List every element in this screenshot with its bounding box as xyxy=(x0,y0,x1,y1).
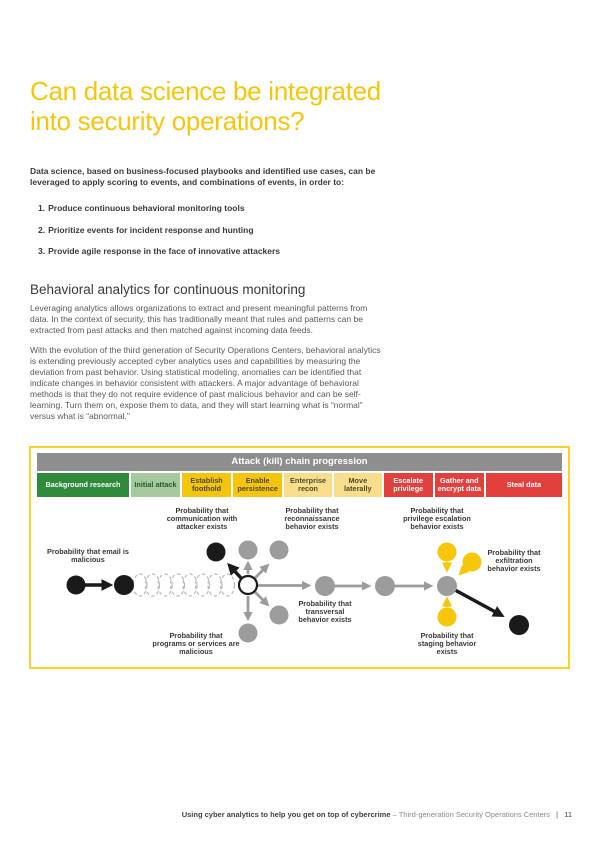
section-heading: Behavioral analytics for continuous monitoring xyxy=(30,282,306,297)
footer-doc-subtitle: Third-generation Security Operations Centers xyxy=(398,810,551,819)
page-title xyxy=(30,76,381,136)
text-column xyxy=(30,166,386,431)
stage-steal-data: Steal data xyxy=(486,473,562,497)
node-recon-1 xyxy=(239,541,258,560)
page-footer xyxy=(182,810,572,819)
list-item-number: 3. xyxy=(38,246,46,256)
footer-separator: – xyxy=(392,810,397,819)
stage-establish-foothold: Establish foothold xyxy=(182,473,231,497)
intro-paragraph: Data science, based on business-focused playbooks and identified use cases, can be leveraged to apply scoring to events, and combinations of events, in order to: xyxy=(30,166,376,187)
arrow-up-right xyxy=(255,566,267,578)
footer-divider: | xyxy=(556,810,559,819)
stage-enable-persistence: Enable persistence xyxy=(233,473,282,497)
arrow-down-right xyxy=(255,592,267,604)
body-paragraph-2: With the evolution of the third generation of Security Operations Centers, behavioral analytics is extending previously accepted cyber analytics uses and capabilities by measuring the deviation from past behavior. Using statistical modeling, anomalies can be identified that indicate changes in behavior consistent with attackers. A major advantage of behavioral methods is that they do not require evidence of past malicious behavior and can be self-learning. Turn them on, expose them to data, and they will start learning what is “normal” versus what is “abnormal.” xyxy=(30,345,381,421)
node-communication xyxy=(207,543,226,562)
label-exfiltration: Probability that exfiltration behavior exists xyxy=(487,548,541,573)
diagram-inner xyxy=(31,448,568,671)
node-staging xyxy=(438,608,457,627)
kill-chain-stage-row xyxy=(37,473,562,497)
node-exfiltration xyxy=(509,615,529,635)
label-email: Probability that email is malicious xyxy=(47,547,129,564)
footer-page-number: 11 xyxy=(564,810,572,819)
node-email-2 xyxy=(114,575,134,595)
label-reconnaissance: Probability that reconnaissance behavior exists xyxy=(284,506,340,531)
node-email-1 xyxy=(67,576,86,595)
stage-gather-encrypt-data: Gather and encrypt data xyxy=(435,473,484,497)
label-communication: Probability that communication with attacker exists xyxy=(166,506,238,531)
list-item xyxy=(30,203,386,214)
stage-background-research: Background research xyxy=(37,473,129,497)
list-item-text: Prioritize events for incident response and hunting xyxy=(48,224,254,235)
stage-escalate-privilege: Escalate privilege xyxy=(384,473,433,497)
list-item-text: Produce continuous behavioral monitoring tools xyxy=(48,203,245,213)
list-item xyxy=(30,225,386,236)
page-title-line1: Can data science be integrated xyxy=(30,76,381,106)
arrow-communication xyxy=(230,566,241,578)
body-paragraph-1: Leveraging analytics allows organizations to extract and present meaningful patterns from data. In the context of security, this has traditionally meant that rules and patterns can be extracted from past attacks and then matched against incoming data feeds. xyxy=(30,303,368,335)
label-privilege-escalation: Probability that privilege escalation behavior exists xyxy=(403,506,471,531)
label-transversal: Probability that transversal behavior exists xyxy=(298,599,352,624)
arrow-exfiltration xyxy=(455,590,501,615)
list-item-text: Provide agile response in the face of innovative attackers xyxy=(48,246,281,256)
probability-network xyxy=(37,498,562,666)
use-case-list xyxy=(30,203,386,257)
footer-doc-title: Using cyber analytics to help you get on top of cybercrime xyxy=(181,810,391,819)
node-privilege-2 xyxy=(463,553,482,572)
stage-enterprise-recon: Enterprise recon xyxy=(284,473,332,497)
list-item-number: 1. xyxy=(38,203,46,213)
node-hub-white xyxy=(239,576,257,594)
page-title-line2: into security operations? xyxy=(30,106,305,136)
node-recon-2 xyxy=(270,541,289,560)
stage-move-laterally: Move laterally xyxy=(334,473,382,497)
list-item xyxy=(30,246,386,257)
stage-initial-attack: Initial attack xyxy=(131,473,180,497)
dashed-coil-link xyxy=(133,574,235,596)
list-item-number: 2. xyxy=(38,224,46,235)
kill-chain-diagram xyxy=(29,446,570,669)
node-transversal-1 xyxy=(315,576,335,596)
node-hub-gray xyxy=(437,576,457,596)
node-programs-2 xyxy=(270,606,289,625)
node-programs-1 xyxy=(239,624,258,643)
node-privilege-1 xyxy=(438,543,457,562)
node-transversal-2 xyxy=(375,576,395,596)
label-staging: Probability that staging behavior exists xyxy=(417,631,477,656)
label-programs: Probability that programs or services are malicious xyxy=(152,631,240,656)
diagram-title-bar: Attack (kill) chain progression xyxy=(37,453,562,471)
